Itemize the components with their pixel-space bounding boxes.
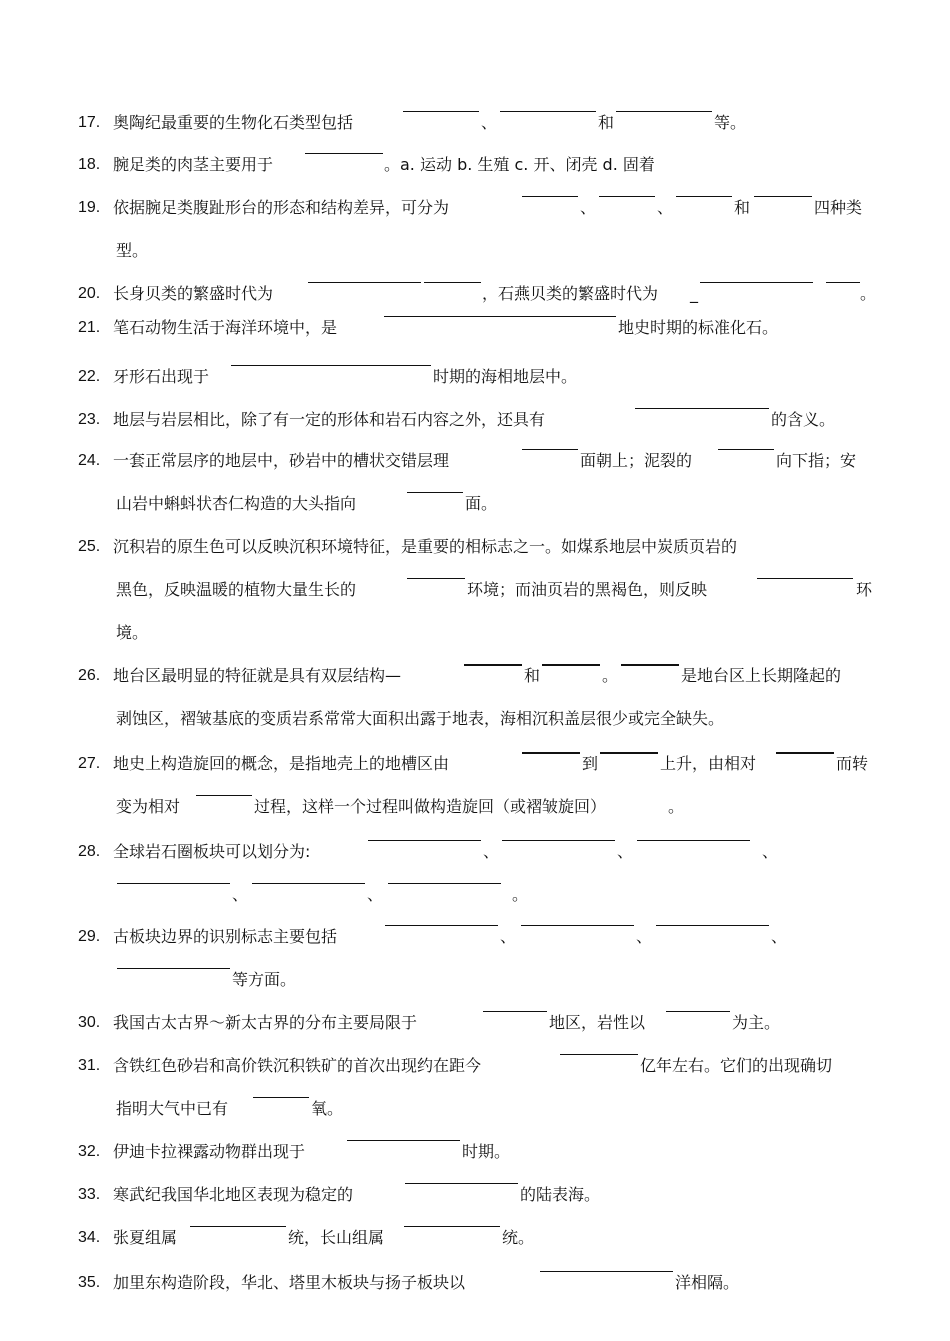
- question-text: 。: [512, 885, 529, 904]
- answer-blank[interactable]: [305, 153, 383, 154]
- question-28: [0, 840, 950, 864]
- question-text: 山岩中蝌蚪状杏仁构造的大头指向: [116, 494, 357, 513]
- answer-blank[interactable]: [464, 664, 522, 666]
- question-text: 为主。: [732, 1013, 781, 1032]
- question-text: 寒武纪我国华北地区表现为稳定的: [113, 1185, 354, 1204]
- question-24-cont: [0, 492, 950, 516]
- answer-blank[interactable]: [522, 449, 578, 450]
- answer-blank[interactable]: [521, 925, 634, 926]
- question-text: ，石燕贝类的繁盛时代为: [482, 284, 659, 303]
- question-29: [0, 925, 950, 949]
- answer-blank[interactable]: [757, 578, 853, 579]
- question-27: [0, 752, 950, 776]
- answer-blank[interactable]: [483, 1011, 547, 1012]
- question-text: 、: [232, 885, 249, 904]
- question-number: 34.: [78, 1229, 101, 1246]
- question-34: [0, 1226, 950, 1250]
- question-text: 笔石动物生活于海洋环境中，是: [113, 318, 338, 337]
- question-number: 21.: [78, 319, 101, 336]
- question-text: 地台区最明显的特征就是具有双层结构—: [113, 666, 402, 685]
- question-text: 含铁红色砂岩和高价铁沉积铁矿的首次出现约在距今: [113, 1056, 482, 1075]
- question-text: 和: [734, 198, 751, 217]
- answer-blank[interactable]: [600, 752, 658, 754]
- question-text: 依据腕足类腹趾形台的形态和结构差异，可分为: [113, 198, 450, 217]
- question-text: 。: [860, 284, 877, 303]
- answer-blank[interactable]: [616, 111, 712, 112]
- question-text: 牙形石出现于: [113, 367, 210, 386]
- question-text: 面朝上；泥裂的: [580, 451, 693, 470]
- question-text: 氧。: [311, 1099, 344, 1118]
- question-text: 境。: [116, 623, 149, 642]
- question-29-cont: [0, 968, 950, 992]
- answer-blank[interactable]: [560, 1054, 638, 1055]
- question-text: 面。: [465, 494, 498, 513]
- answer-blank[interactable]: [635, 408, 769, 409]
- answer-blank[interactable]: [196, 795, 252, 796]
- question-18: [0, 153, 950, 177]
- question-text: 过程，这样一个过程叫做构造旋回（或褶皱旋回）: [254, 797, 607, 816]
- question-number: 24.: [78, 452, 101, 469]
- question-33: [0, 1183, 950, 1207]
- question-text: 时期的海相地层中。: [433, 367, 578, 386]
- question-text: 、: [367, 885, 384, 904]
- question-text: 。: [668, 797, 685, 816]
- answer-blank[interactable]: [502, 840, 615, 841]
- question-number: 22.: [78, 368, 101, 385]
- question-text: 古板块边界的识别标志主要包括: [113, 927, 338, 946]
- answer-blank[interactable]: [666, 1011, 730, 1012]
- question-number: 31.: [78, 1057, 101, 1074]
- answer-blank[interactable]: [500, 111, 596, 112]
- answer-blank[interactable]: [522, 196, 578, 197]
- answer-blank[interactable]: [252, 883, 365, 884]
- answer-blank[interactable]: [407, 492, 463, 493]
- question-text: 奥陶纪最重要的生物化石类型包括: [113, 113, 354, 132]
- question-text: 地史上构造旋回的概念，是指地壳上的地槽区由: [113, 754, 450, 773]
- question-text: 的陆表海。: [520, 1185, 601, 1204]
- question-21: [0, 316, 950, 340]
- answer-blank[interactable]: [388, 883, 501, 884]
- question-text: 地史时期的标准化石。: [618, 318, 779, 337]
- question-text: 四种类: [814, 198, 863, 217]
- answer-blank[interactable]: [700, 282, 813, 283]
- question-text: 环: [856, 580, 873, 599]
- answer-blank[interactable]: [637, 840, 750, 841]
- answer-blank[interactable]: [384, 316, 616, 317]
- question-22: [0, 365, 950, 389]
- question-text: 时期。: [462, 1142, 511, 1161]
- question-text: 统，长山组属: [288, 1228, 385, 1247]
- question-number: 18.: [78, 156, 101, 173]
- question-text: 、: [657, 198, 674, 217]
- question-28-cont: [0, 883, 950, 907]
- question-text: 亿年左右。它们的出现确切: [640, 1056, 833, 1075]
- question-26-cont: [0, 707, 950, 731]
- question-25: [0, 535, 950, 559]
- answer-blank[interactable]: [308, 282, 421, 283]
- answer-blank[interactable]: [404, 1226, 500, 1227]
- question-number: 33.: [78, 1186, 101, 1203]
- question-24: [0, 449, 950, 473]
- question-text: 环境；而油页岩的黑褐色，则反映: [467, 580, 708, 599]
- answer-blank[interactable]: [368, 840, 481, 841]
- answer-blank[interactable]: [522, 752, 580, 754]
- answer-blank[interactable]: [676, 196, 732, 197]
- question-text: 腕足类的肉茎主要用于: [113, 155, 274, 174]
- answer-blank[interactable]: [718, 449, 774, 450]
- question-text: 等方面。: [232, 970, 297, 989]
- question-number: 35.: [78, 1274, 101, 1291]
- question-text: 变为相对: [116, 797, 181, 816]
- question-31: [0, 1054, 950, 1078]
- question-text: 我国古太古界～新太古界的分布主要局限于: [113, 1013, 418, 1032]
- question-text: 、: [483, 842, 500, 861]
- question-text: 、: [617, 842, 634, 861]
- question-text: 加里东构造阶段，华北、塔里木板块与扬子板块以: [113, 1273, 466, 1292]
- question-27-cont: [0, 795, 950, 819]
- question-19-cont: [0, 239, 950, 263]
- question-text: 沉积岩的原生色可以反映沉积环境特征，是重要的相标志之一。如煤系地层中炭质页岩的: [113, 537, 738, 556]
- answer-blank[interactable]: [599, 196, 655, 197]
- question-26: [0, 664, 950, 688]
- answer-blank[interactable]: [656, 925, 769, 926]
- question-text: 是地台区上长期隆起的: [681, 666, 842, 685]
- question-31-cont: [0, 1097, 950, 1121]
- question-text: 一套正常层序的地层中，砂岩中的槽状交错层理: [113, 451, 450, 470]
- question-17: [0, 111, 950, 135]
- question-text: 、: [481, 113, 498, 132]
- question-text: 指明大气中已有: [116, 1099, 229, 1118]
- question-19: [0, 196, 950, 220]
- answer-blank[interactable]: [253, 1097, 309, 1098]
- question-text: 到: [582, 754, 599, 773]
- question-25-cont2: [0, 621, 950, 645]
- question-number: 30.: [78, 1014, 101, 1031]
- question-text: 剥蚀区，褶皱基底的变质岩系常常大面积出露于地表，海相沉积盖层很少或完全缺失。: [116, 709, 725, 728]
- question-text: 、: [762, 842, 779, 861]
- question-number: 23.: [78, 411, 101, 428]
- question-text: 统。: [502, 1228, 535, 1247]
- question-text: 全球岩石圈板块可以划分为:: [113, 842, 311, 861]
- question-text: 地区，岩性以: [549, 1013, 646, 1032]
- question-number: 28.: [78, 843, 101, 860]
- question-text: 黑色，反映温暖的植物大量生长的: [116, 580, 357, 599]
- question-number: 26.: [78, 667, 101, 684]
- question-number: 20.: [78, 285, 101, 302]
- question-number: 17.: [78, 114, 101, 131]
- answer-blank[interactable]: [117, 883, 230, 884]
- answer-blank[interactable]: [385, 925, 498, 926]
- question-number: 25.: [78, 538, 101, 555]
- question-20: [0, 282, 950, 306]
- answer-blank[interactable]: [403, 111, 479, 112]
- answer-blank[interactable]: [542, 664, 600, 666]
- question-number: 32.: [78, 1143, 101, 1160]
- answer-blank[interactable]: [754, 196, 812, 197]
- question-text: 和: [524, 666, 541, 685]
- answer-blank[interactable]: [117, 968, 230, 969]
- question-text: 型。: [116, 241, 149, 260]
- answer-blank[interactable]: [407, 578, 465, 579]
- question-text: 和: [598, 113, 615, 132]
- answer-blank[interactable]: [347, 1140, 460, 1141]
- answer-blank[interactable]: [405, 1183, 518, 1184]
- question-35: [0, 1271, 950, 1295]
- question-25-cont: [0, 578, 950, 602]
- question-number: 29.: [78, 928, 101, 945]
- question-text: 、: [771, 927, 788, 946]
- question-text: 洋相隔。: [675, 1273, 740, 1292]
- question-number: 27.: [78, 755, 101, 772]
- answer-blank[interactable]: [231, 365, 431, 366]
- question-text: 向下指；安: [776, 451, 857, 470]
- question-text: 等。: [714, 113, 747, 132]
- question-text: 、: [636, 927, 653, 946]
- question-text: 、: [500, 927, 517, 946]
- question-23: [0, 408, 950, 432]
- question-text: 张夏组属: [113, 1228, 178, 1247]
- question-text: 。a. 运动 b. 生殖 c. 开、闭壳 d. 固着: [384, 155, 655, 174]
- answer-blank[interactable]: [776, 752, 834, 754]
- answer-blank[interactable]: [826, 282, 860, 283]
- question-32: [0, 1140, 950, 1164]
- question-text: 、: [580, 198, 597, 217]
- answer-blank[interactable]: [621, 664, 679, 666]
- question-text: 的含义。: [771, 410, 836, 429]
- question-text: 长身贝类的繁盛时代为: [113, 284, 274, 303]
- question-number: 19.: [78, 199, 101, 216]
- question-text: 。: [602, 666, 619, 685]
- answer-blank[interactable]: [190, 1226, 286, 1227]
- answer-blank[interactable]: [424, 282, 481, 283]
- question-text: 上升，由相对: [660, 754, 757, 773]
- question-text: 地层与岩层相比，除了有一定的形体和岩石内容之外，还具有: [113, 410, 546, 429]
- question-text: 而转: [836, 754, 869, 773]
- answer-blank[interactable]: [540, 1271, 673, 1272]
- question-30: [0, 1011, 950, 1035]
- question-text: 伊迪卡拉裸露动物群出现于: [113, 1142, 306, 1161]
- question-text: _: [690, 284, 698, 303]
